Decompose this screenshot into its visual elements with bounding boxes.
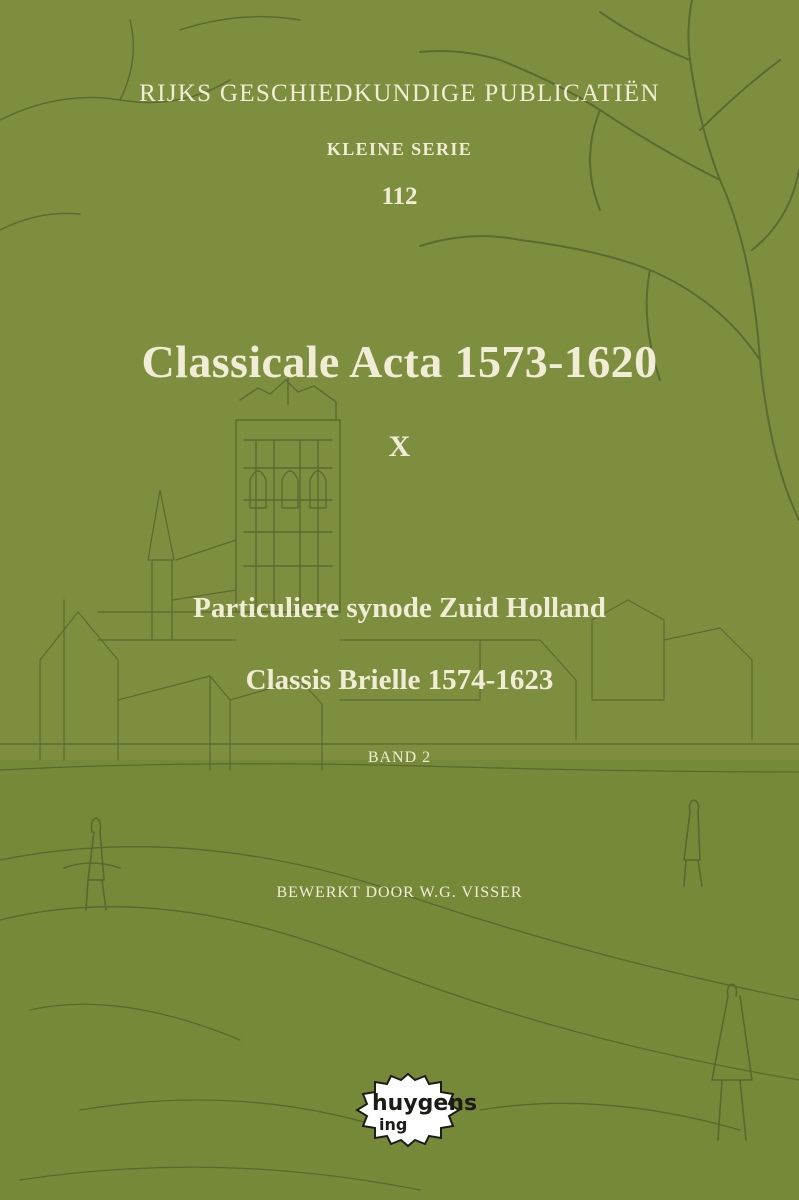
publisher-logo xyxy=(355,1072,478,1148)
book-subtitle-classis: Classis Brielle 1574-1623 xyxy=(245,664,554,696)
logo-wordmark-huygens: huygens xyxy=(372,1091,478,1116)
book-title: Classicale Acta 1573-1620 xyxy=(141,336,658,387)
series-title: RIJKS GESCHIEDKUNDIGE PUBLICATIËN xyxy=(139,80,660,107)
series-number: 112 xyxy=(381,183,418,210)
band-label: BAND 2 xyxy=(367,749,432,766)
editor-credit: BEWERKT DOOR W.G. VISSER xyxy=(276,884,523,901)
book-subtitle-synod: Particuliere synode Zuid Holland xyxy=(193,592,606,624)
logo-wordmark-ing: ing xyxy=(379,1115,408,1134)
volume-number: X xyxy=(388,430,411,463)
series-subtitle: KLEINE SERIE xyxy=(326,139,473,159)
